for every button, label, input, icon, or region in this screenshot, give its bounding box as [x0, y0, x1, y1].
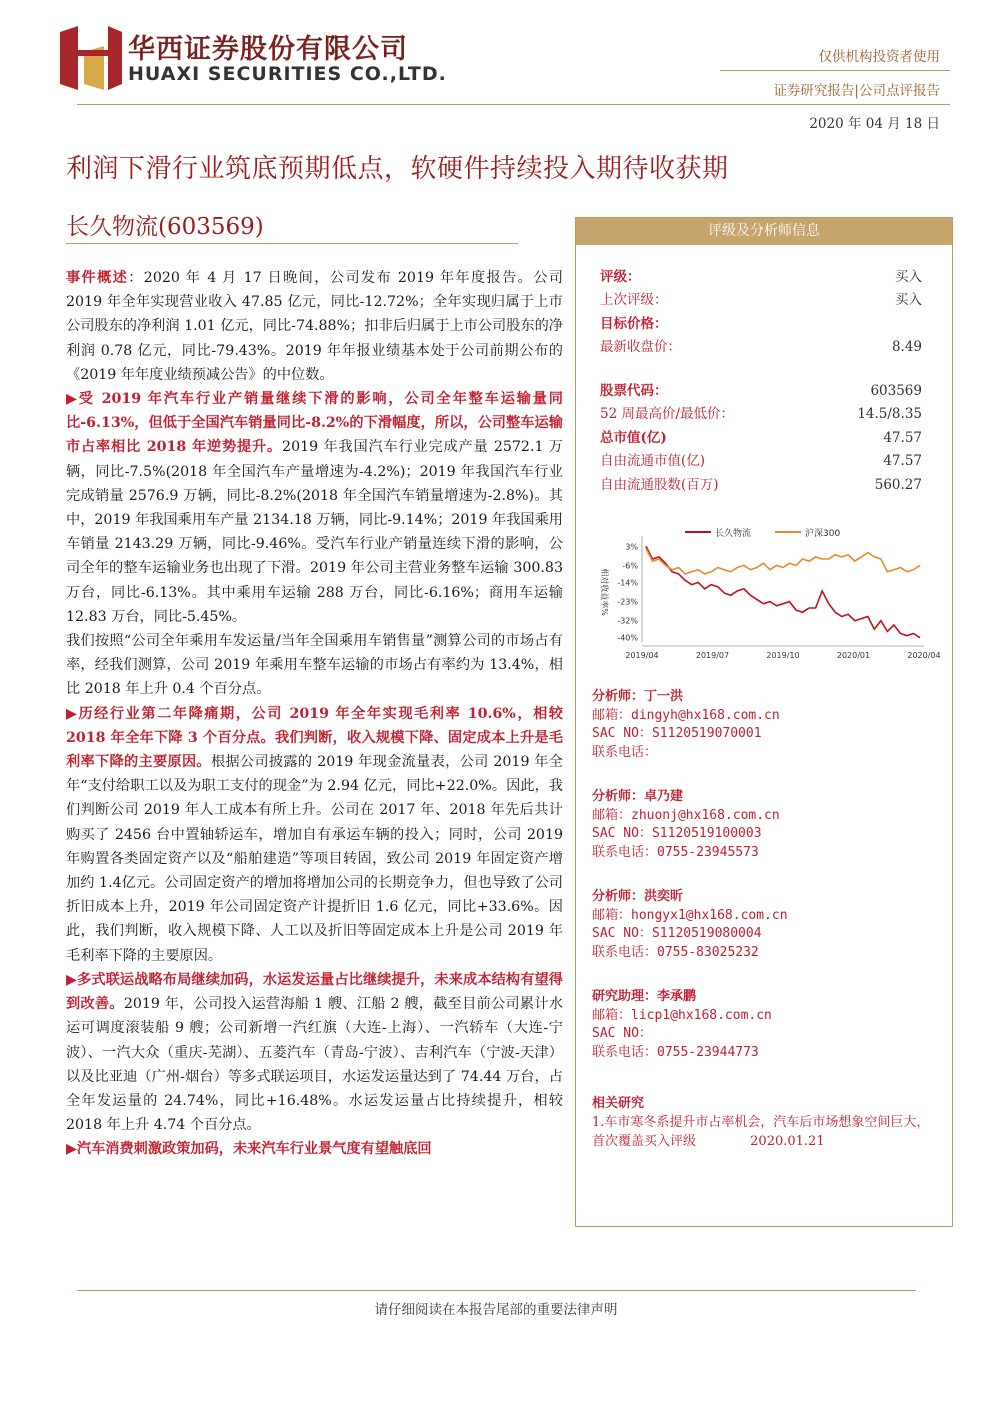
info-row: [600, 450, 922, 473]
paragraph-volume: ▶受 2019 年汽车行业产销量继续下滑的影响，公司全年整车运输量同比-6.13%，但低于全国汽车销量同比-8.2%的下滑幅度，所以，公司整车运输市占率相比 2018 年逆势提升。2019 年我国汽车行业完成产量 2572.1 万辆，同比-7.5%(2018 年全国汽车产量增速为-4.2%)；2019 年我国汽车行业完成销量 2576.9 万辆，同比-8.2%(2018 年全国汽车销量增速为-2.8%)。其中，2019 年我国乘用车产量 2134.18 万辆，同比-9.14%；2019 年我国乘用车销量 2143.29 万辆，同比-9.46%。受汽车行业产销量连续下滑的影响，公司全年的整车运输业务也出现了下滑。2019 年公司主营业务整车运输 300.83 万台，同比-6.13%。其中乘用车运输 288 万台，同比-6.16%；商用车运输 12.83 万台，同比-5.45%。: [66, 391, 563, 625]
info-key: 总市值(亿): [600, 429, 667, 446]
y-tick-label: -6%: [622, 561, 638, 571]
y-tick-label: -23%: [617, 597, 638, 607]
footer-divider: [77, 1290, 916, 1291]
analyst-email[interactable]: 邮箱：hongyx1@hx168.com.cn: [592, 907, 788, 923]
analyst-card: [592, 888, 932, 962]
legal-notice: 请仔细阅读在本报告尾部的重要法律声明: [374, 1302, 618, 1318]
company-name-cn: 华西证券股份有限公司: [128, 34, 408, 65]
info-key: 上次评级：: [600, 292, 668, 309]
analyst-name: 研究助理：李承鹏: [592, 989, 697, 1004]
legend-label: 长久物流: [715, 529, 752, 539]
analyst-name: 分析师：丁一洪: [592, 689, 684, 704]
report-title: 利润下滑行业筑底预期低点，软硬件持续投入期待收获期: [66, 154, 729, 184]
info-row: [600, 380, 922, 403]
report-body: [66, 266, 563, 1162]
paragraph-event: 事件概述：2020 年 4 月 17 日晚间，公司发布 2019 年年度报告。公司 2019 年全年实现营业收入 47.85 亿元，同比-12.72%；全年实现归属于上市公司股东的净利润 1.01 亿元，同比-74.88%；扣非后归属于上市公司股东的净利润 0.78 亿元，同比-79.43%。2019 年年报业绩基本处于公司前期公布的《2019 年年度业绩预减公告》的中位数。: [66, 270, 563, 383]
analyst-email[interactable]: 邮箱：licp1@hx168.com.cn: [592, 1007, 772, 1023]
info-value: 买入: [895, 292, 922, 309]
analyst-card: [592, 788, 932, 862]
analyst-email[interactable]: 邮箱：dingyh@hx168.com.cn: [592, 707, 780, 723]
y-tick-label: 3%: [625, 542, 638, 552]
info-value: 14.5/8.35: [857, 406, 922, 423]
info-row: [600, 403, 922, 426]
stock-info-block: [600, 380, 922, 497]
analyst-phone: 联系电话：0755-23945573: [592, 844, 759, 860]
series-line: [646, 546, 920, 637]
stock-underline: [66, 243, 518, 244]
chart-legend: [685, 527, 840, 539]
y-tick-label: -32%: [617, 616, 638, 626]
relative-return-chart: [590, 526, 941, 666]
related-research: [592, 1094, 932, 1151]
series-line: [646, 548, 920, 574]
analyst-sac: SAC NO：S1120519080004: [592, 926, 762, 941]
x-tick-label: 2019/04: [625, 651, 659, 660]
company-name-en: HUAXI SECURITIES CO.,LTD.: [128, 63, 447, 85]
y-tick-label: -14%: [617, 578, 638, 588]
info-value: 47.57: [883, 429, 922, 446]
report-date: 2020 年 04 月 18 日: [809, 116, 940, 132]
x-tick-label: 2019/10: [766, 651, 800, 660]
info-key: 评级：: [600, 269, 641, 285]
analyst-list: [592, 688, 932, 1088]
info-key: 目标价格：: [600, 315, 668, 332]
info-row: [600, 427, 922, 450]
info-value: 47.57: [883, 453, 922, 470]
analyst-card: [592, 988, 932, 1062]
info-row: [600, 336, 922, 359]
info-value: 603569: [870, 383, 922, 399]
info-key: 最新收盘价：: [600, 339, 681, 356]
x-tick-label: 2019/07: [695, 651, 730, 660]
info-key: 股票代码：: [600, 383, 668, 399]
x-tick-label: 2020/04: [907, 651, 941, 660]
event-label: 事件概述: [66, 270, 129, 286]
rating-block: [600, 266, 922, 360]
analyst-name: 分析师：卓乃建: [592, 789, 684, 804]
analyst-phone: 联系电话：0755-23944773: [592, 1044, 759, 1060]
y-tick-label: -40%: [617, 633, 638, 643]
related-date: 2020.01.21: [750, 1134, 825, 1149]
analyst-sac: SAC NO：S1120519070001: [592, 726, 762, 741]
info-value: 8.49: [891, 339, 922, 356]
info-row: [600, 266, 922, 289]
info-key: 自由流通股数(百万): [600, 476, 719, 493]
paragraph-margin: ▶历经行业第二年降痛期，公司 2019 年全年实现毛利率 10.6%，相较 2018 年全年下降 3 个百分点。我们判断，收入规模下降、固定成本上升是毛利率下降的主要原因。根据公司披露的 2019 年现金流量表，公司 2019 年全年“支付给职工以及为职工支付的现金”为 2.94 亿元，同比+22.0%。因此，我们判断公司 2019 年人工成本有所上升。公司在 2017 年、2018 年先后共计购买了 2456 台中置轴轿运车，增加自有承运车辆的投入；同时，公司 2019 年购置各类固定资产以及“船舶建造”等项目转固，致公司 2019 年固定资产增加约 1.4亿元。公司固定资产的增加将增加公司的长期竞争力，但也导致了公司折旧成本上升，2019 年公司固定资产计提折旧 1.6 亿元，同比+33.6%。因此，我们判断，收入规模下降、人工以及折旧等固定成本上升是公司 2019 年毛利率下降的主要原因。: [66, 705, 563, 964]
info-row: [600, 289, 922, 312]
info-key: 自由流通市值(亿): [600, 453, 706, 470]
y-axis-label: 相对收益率%: [600, 568, 609, 616]
related-item: 1.车市寒冬系提升市占率机会，汽车后市场想象空间巨大，首次覆盖买入评级 2020.01.21: [592, 1115, 930, 1149]
rating-analyst-panel: [575, 217, 953, 1227]
analyst-name: 分析师：洪奕昕: [592, 889, 684, 904]
chart-lines: [646, 546, 920, 637]
legend-label: 沪深300: [805, 529, 841, 539]
analyst-email[interactable]: 邮箱：zhuonj@hx168.com.cn: [592, 807, 780, 823]
header-divider-1: [720, 70, 950, 71]
analyst-phone: 联系电话：0755-83025232: [592, 944, 759, 960]
related-title: 相关研究: [592, 1096, 645, 1111]
analyst-sac: SAC NO：S1120519100003: [592, 826, 762, 841]
info-row: [600, 474, 922, 497]
info-value: 560.27: [874, 476, 922, 493]
panel-header: 评级及分析师信息: [576, 218, 952, 245]
analyst-card: [592, 688, 932, 762]
paragraph-policy: ▶汽车消费刺激政策加码，未来汽车行业景气度有望触底回: [66, 1141, 432, 1158]
x-tick-label: 2020/01: [836, 651, 871, 660]
info-key: 52 周最高价/最低价：: [600, 406, 735, 423]
paragraph-market-share: 我们按照“公司全年乘用车发运量/当年全国乘用车销售量”测算公司的市场占有率，经我们测算，公司 2019 年乘用车整车运输的市场占有率约为 13.4%，相比 2018 年上升 0.4 个百分点。: [66, 633, 563, 698]
stock-name: 长久物流(603569): [66, 214, 264, 240]
report-type: 证券研究报告|公司点评报告: [773, 83, 940, 99]
analyst-sac: SAC NO：: [592, 1026, 652, 1041]
info-value: 买入: [895, 269, 922, 285]
paragraph-multimodal: ▶多式联运战略布局继续加码，水运发运量占比继续提升，未来成本结构有望得到改善。2019 年，公司投入运营海船 1 艘、江船 2 艘，截至目前公司累计水运可调度滚装船 9 艘；公司新增一汽红旗（大连-上海）、一汽轿车（大连-宁波）、一汽大众（重庆-芜湖）、五菱汽车（青岛-宁波）、吉利汽车（宁波-天津）以及比亚迪（广州-烟台）等多式联运项目，水运发运量达到了 74.44 万台，占全年发运量的 24.74%，同比+16.48%。水运发运量占比持续提升，相较 2018 年上升 4.74 个百分点。: [66, 971, 563, 1134]
header-divider-2: [77, 104, 950, 105]
audience-note: 仅供机构投资者使用: [818, 49, 940, 65]
info-row: [600, 313, 922, 336]
analyst-phone: 联系电话：: [592, 744, 658, 760]
